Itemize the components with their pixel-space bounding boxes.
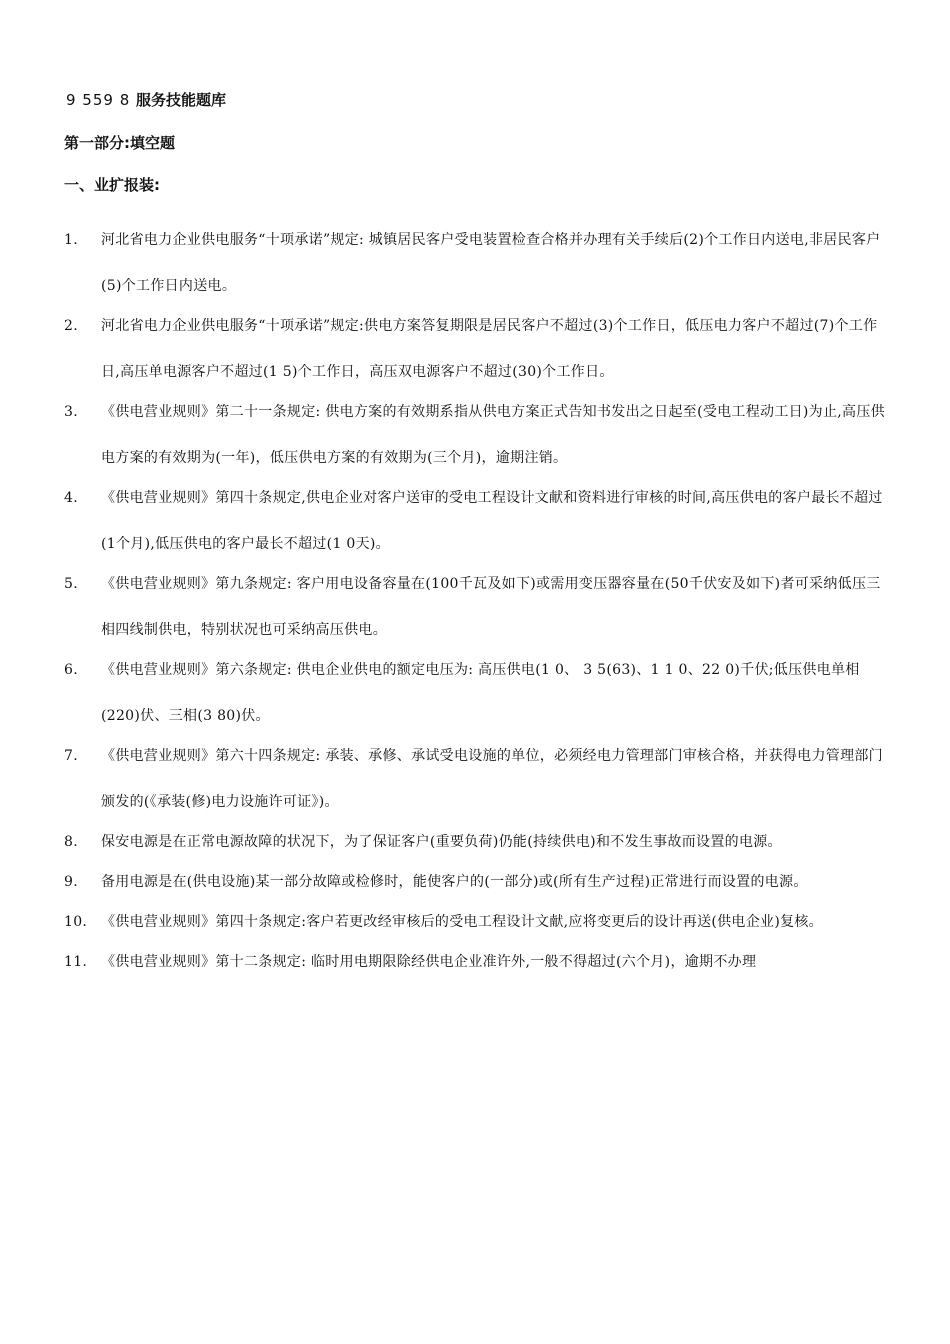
question-item [64,303,890,395]
question-number: 6. [64,662,78,678]
question-number: 3. [64,404,78,420]
question-text: 河北省电力企业供电服务“十项承诺”规定:供电方案答复期限是居民客户不超过(3)个工作日，低压电力客户不超过(7)个工作日,高压单电源客户不超过(1 5)个工作日，高压双电源客户不超过(30)个工作日。 [101,318,878,380]
question-item [64,389,890,481]
question-number: 7. [64,748,78,764]
question-number: 5. [64,576,78,592]
question-item [64,217,890,309]
question-number: 2. [64,318,78,334]
question-number: 1. [64,232,78,248]
question-item [64,939,890,985]
section-title: 一、业扩报装: [64,176,160,194]
question-number: 11. [64,954,88,970]
question-number: 10. [64,914,88,930]
question-text: 《供电营业规则》第六十四条规定: 承装、承修、承试受电设施的单位，必须经电力管理部门审核合格，并获得电力管理部门颁发的(《承装(修)电力设施许可证》)。 [101,748,883,810]
question-number: 4. [64,490,78,506]
question-list [64,217,890,985]
question-text: 《供电营业规则》第十二条规定: 临时用电期限除经供电企业准许外,一般不得超过(六个月)，逾期不办理 [101,954,757,970]
question-text: 《供电营业规则》第九条规定: 客户用电设备容量在(100千瓦及如下)或需用变压器容量在(50千伏安及如下)者可采纳低压三相四线制供电，特别状况也可采纳高压供电。 [101,576,881,638]
question-text: 《供电营业规则》第二十一条规定: 供电方案的有效期系指从供电方案正式告知书发出之日起至(受电工程动工日)为止,高压供电方案的有效期为(一年)，低压供电方案的有效期为(三个月)，逾期注销。 [101,404,885,466]
question-text: 河北省电力企业供电服务“十项承诺”规定: 城镇居民客户受电装置检查合格并办理有关手续后(2)个工作日内送电,非居民客户(5)个工作日内送电。 [101,232,881,294]
question-item [64,733,890,825]
question-text: 保安电源是在正常电源故障的状况下，为了保证客户(重要负荷)仍能(持续供电)和不发生事故而设置的电源。 [101,834,782,850]
document-title-number: 9 559 8 [66,91,137,109]
question-item [64,647,890,739]
question-item [64,561,890,653]
question-number: 8. [64,834,78,850]
question-text: 备用电源是在(供电设施)某一部分故障或检修时，能使客户的(一部分)或(所有生产过程)正常进行而设置的电源。 [101,874,808,890]
part-title: 第一部分:填空题 [64,134,175,152]
question-text: 《供电营业规则》第六条规定: 供电企业供电的额定电压为: 高压供电(1 0、 3 5(63)、1 1 0、22 0)千伏;低压供电单相(220)伏、三相(3 80)伏。 [101,662,860,724]
question-text: 《供电营业规则》第四十条规定,供电企业对客户送审的受电工程设计文献和资料进行审核的时间,高压供电的客户最长不超过(1个月),低压供电的客户最长不超过(1 0天)。 [101,490,883,552]
question-text: 《供电营业规则》第四十条规定:客户若更改经审核后的受电工程设计文献,应将变更后的设计再送(供电企业)复核。 [101,914,823,930]
document-title [66,90,890,110]
question-number: 9. [64,874,78,890]
document-title-text: 服务技能题库 [136,91,227,109]
question-item [64,475,890,567]
